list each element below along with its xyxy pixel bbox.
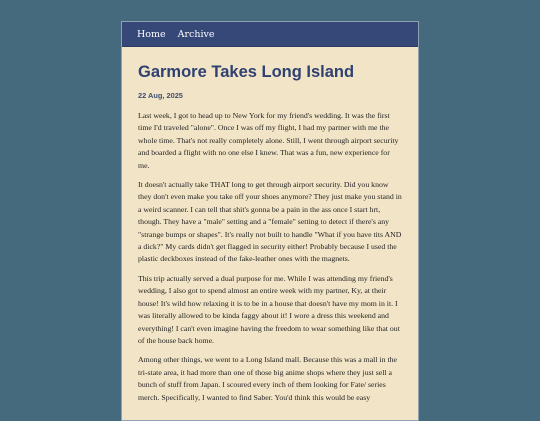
post-date: 22 Aug, 2025 xyxy=(138,91,183,100)
post-title: Garmore Takes Long Island xyxy=(138,63,355,81)
blog-page xyxy=(121,21,419,421)
post-paragraph: Last week, I got to head up to New York for my friend's wedding. It was the first time I'd traveled "alone". Once I was off my flight, I had my partner with me the whole time. That's not really completely alone. Still, I went through airport security and boarded a flight with no one else I knew. That was a fun, new experience for me. xyxy=(138,111,399,170)
top-navbar xyxy=(122,22,418,47)
post-paragraph: This trip actually served a dual purpose for me. While I was attending my friend's wedding, I also got to spend almost an entire week with my partner, Ky, at their house! It's wild how relaxing it is to be in a house that doesn't have my mom in it. I was literally allowed to be kinda faggy about it! I wore a dress this weekend and everything! I can't even imagine having the freedom to wear something like that out of the house back home. xyxy=(138,273,400,345)
post-body xyxy=(138,110,402,404)
post-content xyxy=(122,61,418,404)
post-paragraph: It doesn't actually take THAT long to get through airport security. Did you know they don't even make you take off your shoes anymore? They just make you stand in a weird scanner. I can tell that shit's gonna be a pain in the ass once I start hrt, though. They have a "male" setting and a "female" setting to detect if there's any "strange bumps or shapes". It's really not built to handle "What if you have tits AND a dick?" My cards didn't get flagged in security either! Probably because I used the plastic deckboxes instead of the fake-leather ones with the magnets. xyxy=(138,180,402,264)
nav-home-link[interactable]: Home xyxy=(137,28,166,40)
nav-archive-link[interactable]: Archive xyxy=(177,28,215,40)
post-paragraph: Among other things, we went to a Long Island mall. Because this was a mall in the tri-state area, it had more than one of those big anime shops where they just sell a bunch of stuff from Japan. I scoured every inch of them looking for Fate/ series merch. Specifically, I wanted to find Saber. You'd think this would be easy xyxy=(138,355,397,402)
